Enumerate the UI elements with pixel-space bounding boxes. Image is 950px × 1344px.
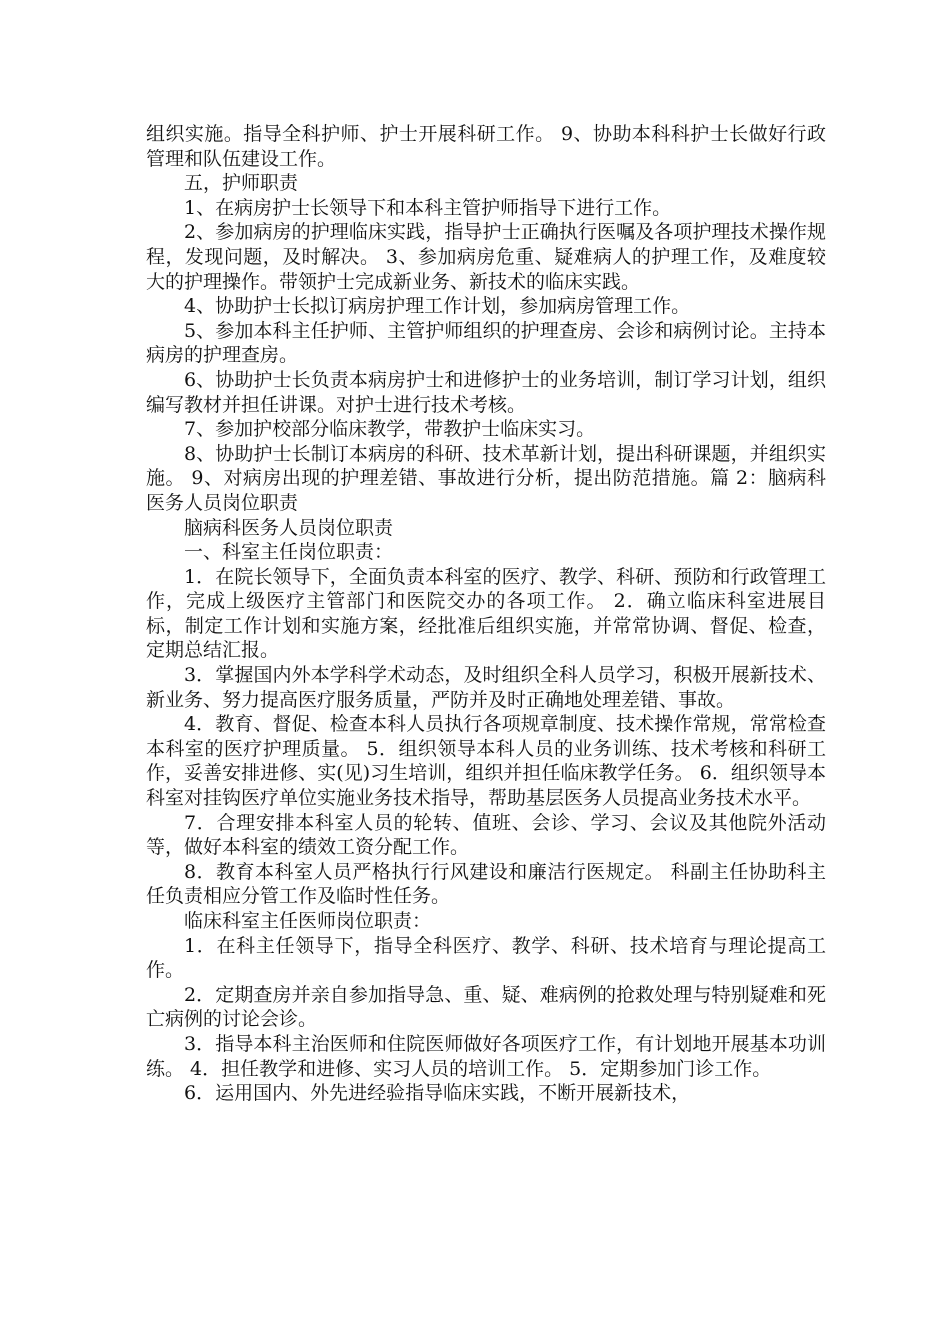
paragraph-1: 组织实施。指导全科护师、护士开展科研工作。 9、协助本科科护士长做好行政管理和队伍建设工作。 — [146, 123, 826, 170]
paragraph-11: 一、科室主任岗位职责： — [184, 541, 394, 564]
paragraph-19: 2．定期查房并亲自参加指导急、重、疑、难病例的抢救处理与特别疑难和死亡病例的讨论会诊。 — [146, 983, 826, 1031]
paragraph-21: 6．运用国内、外先进经验指导临床实践，不断开展新技术， — [184, 1082, 691, 1105]
paragraph-16: 8．教育本科室人员严格执行行风建设和廉洁行医规定。 科副主任协助科主任负责相应分管工作及临时性任务。 — [146, 860, 826, 908]
paragraph-18: 1．在科主任领导下，指导全科医疗、教学、科研、技术培育与理论提高工作。 — [146, 934, 826, 982]
paragraph-5: 4、协助护士长拟订病房护理工作计划，参加病房管理工作。 — [184, 295, 691, 318]
paragraph-8: 7、参加护校部分临床教学，带教护士临床实习。 — [184, 418, 596, 441]
paragraph-6: 5、参加本科主任护师、主管护师组织的护理查房、会诊和病例讨论。主持本病房的护理查房。 — [146, 319, 826, 367]
paragraph-3: 1、在病房护士长领导下和本科主管护师指导下进行工作。 — [184, 196, 672, 219]
paragraph-7: 6、协助护士长负责本病房护士和进修护士的业务培训，制订学习计划，组织编写教材并担任讲课。对护士进行技术考核。 — [146, 368, 826, 416]
document-body — [146, 122, 826, 1106]
paragraph-10: 脑病科医务人员岗位职责 — [184, 516, 394, 539]
paragraph-2: 五，护师职责 — [184, 172, 299, 195]
paragraph-9: 8、协助护士长制订本病房的科研、技术革新计划，提出科研课题，并组织实施。 9、对病房出现的护理差错、事故进行分析，提出防范措施。篇 2：脑病科医务人员岗位职责 — [146, 442, 826, 514]
paragraph-17: 临床科室主任医师岗位职责： — [184, 910, 432, 932]
paragraph-14: 4．教育、督促、检查本科人员执行各项规章制度、技术操作常规，常常检查本科室的医疗护理质量。 5．组织领导本科人员的业务训练、技术考核和科研工作，妥善安排进修、实(见)习生培训，组织并担任临床教学任务。 6．组织领导本科室对挂钩医疗单位实施业务技术指导，帮助基层医务人员提高业务技术水平。 — [146, 713, 826, 810]
paragraph-12: 1．在院长领导下，全面负责本科室的医疗、教学、科研、预防和行政管理工作，完成上级医疗主管部门和医院交办的各项工作。 2．确立临床科室进展目标，制定工作计划和实施方案，经批准后组织实施，并常常协调、督促、检查，定期总结汇报。 — [146, 565, 826, 662]
paragraph-20: 3．指导本科主治医师和住院医师做好各项医疗工作，有计划地开展基本功训练。 4．担任教学和进修、实习人员的培训工作。 5．定期参加门诊工作。 — [146, 1032, 826, 1080]
paragraph-4: 2、参加病房的护理临床实践，指导护士正确执行医嘱及各项护理技术操作规程，发现问题，及时解决。 3、参加病房危重、疑难病人的护理工作，及难度较大的护理操作。带领护士完成新业务、新技术的临床实践。 — [146, 221, 826, 293]
paragraph-15: 7．合理安排本科室人员的轮转、值班、会诊、学习、会议及其他院外活动等，做好本科室的绩效工资分配工作。 — [146, 811, 826, 859]
paragraph-13: 3．掌握国内外本学科学术动态，及时组织全科人员学习，积极开展新技术、新业务、努力提高医疗服务质量，严防并及时正确地处理差错、事故。 — [146, 664, 826, 711]
